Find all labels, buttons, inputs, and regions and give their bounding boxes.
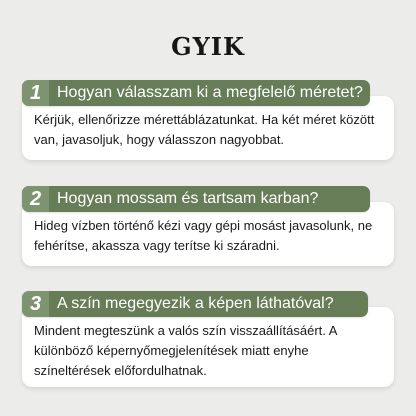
faq-number-badge: 3 (22, 291, 49, 317)
faq-answer-text: Hideg vízben történő kézi vagy gépi mosást javasolunk, ne fehérítse, akassza vagy terítse ki száradni. (34, 218, 373, 253)
faq-question-bar[interactable] (22, 291, 368, 317)
faq-answer-text: Mindent megteszünk a valós szín visszaállításáért. A különböző képernyőmegjelenítések miatt enyhe színeltérések előfordulhatnak. (34, 323, 337, 378)
faq-answer-text: Kérjük, ellenőrizze mérettáblázatunkat. Ha két méret között van, javasoljuk, hogy válasszon nagyobbat. (34, 112, 375, 147)
faq-number-badge: 2 (22, 186, 49, 212)
faq-question-bar[interactable] (22, 186, 370, 212)
faq-number-badge: 1 (22, 80, 49, 106)
faq-answer-card (22, 307, 394, 387)
faq-question-text: A szín megegyezik a képen láthatóval? (57, 295, 334, 312)
page-title: GYIK (171, 32, 245, 61)
faq-question-text: Hogyan válasszam ki a megfelelő méretet? (57, 84, 363, 101)
faq-question-text: Hogyan mossam és tartsam karban? (57, 190, 319, 207)
faq-question-bar[interactable] (22, 80, 370, 106)
